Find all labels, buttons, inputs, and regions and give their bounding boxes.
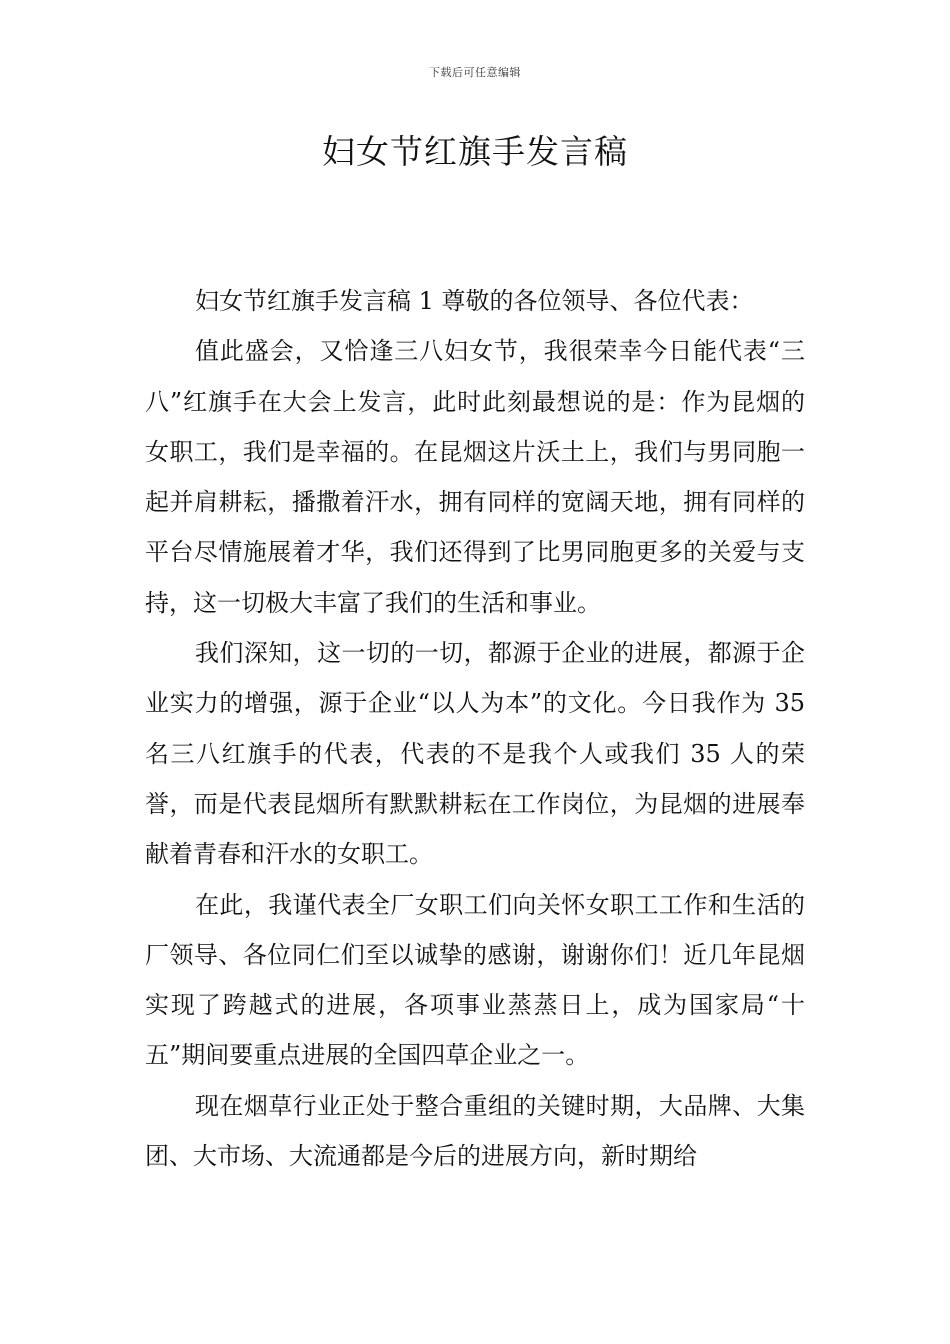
paragraph: 我们深知，这一切的一切，都源于企业的进展，都源于企业实力的增强，源于企业“以人为本”的文化。今日我作为 35 名三八红旗手的代表，代表的不是我个人或我们 35 人的荣誉，而是代表昆烟所有默默耕耘在工作岗位，为昆烟的进展奉献着青春和汗水的女职工。 (145, 639, 805, 869)
paragraph: 在此，我谨代表全厂女职工们向关怀女职工工作和生活的厂领导、各位同仁们至以诚挚的感谢，谢谢你们！近几年昆烟实现了跨越式的进展，各项事业蒸蒸日上，成为国家局“十五”期间要重点进展的全国四草企业之一。 (145, 890, 805, 1070)
document-body (145, 276, 805, 1181)
document-title: 妇女节红旗手发言稿 (322, 132, 628, 171)
paragraph: 现在烟草行业正处于整合重组的关键时期，大品牌、大集团、大市场、大流通都是今后的进展方向，新时期给 (145, 1091, 805, 1171)
paragraph: 值此盛会，又恰逢三八妇女节，我很荣幸今日能代表“三八”红旗手在大会上发言，此时此刻最想说的是：作为昆烟的女职工，我们是幸福的。在昆烟这片沃土上，我们与男同胞一起并肩耕耘，播撒着汗水，拥有同样的宽阔天地，拥有同样的平台尽情施展着才华，我们还得到了比男同胞更多的关爱与支持，这一切极大丰富了我们的生活和事业。 (145, 337, 805, 617)
paragraph-salutation: 妇女节红旗手发言稿 1 尊敬的各位领导、各位代表： (195, 287, 754, 315)
header-note: 下载后可任意编辑 (429, 66, 521, 79)
